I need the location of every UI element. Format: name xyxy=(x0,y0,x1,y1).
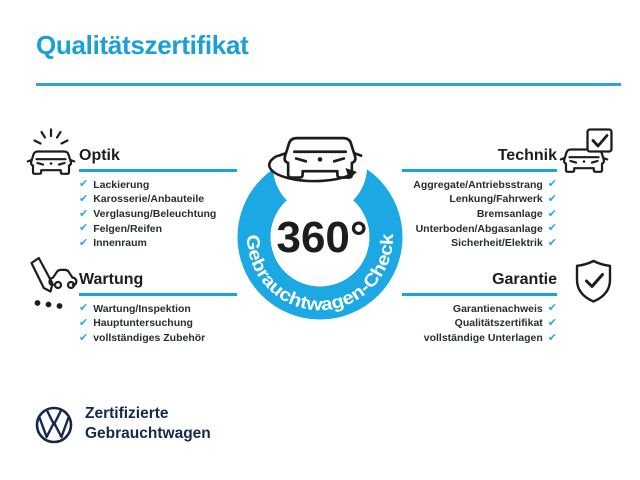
item-label: Innenraum xyxy=(93,237,147,250)
section-wartung-title: Wartung xyxy=(79,271,144,288)
checklist-item xyxy=(402,222,557,237)
item-label: vollständiges Zubehör xyxy=(93,331,206,344)
item-label: Lenkung/Fahrwerk xyxy=(449,193,543,206)
item-label: Qualitätszertifikat xyxy=(454,317,543,330)
item-label: Felgen/Reifen xyxy=(93,222,163,235)
checklist-item xyxy=(79,302,237,317)
checklist-item xyxy=(402,178,557,193)
checklist-item xyxy=(402,316,557,331)
section-garantie-list xyxy=(402,302,557,346)
section-technik-list xyxy=(402,178,557,252)
checklist-item xyxy=(79,192,237,207)
checklist-item xyxy=(79,207,237,222)
item-label: Unterboden/Abgasanlage xyxy=(415,222,543,235)
item-label: vollständige Unterlagen xyxy=(423,331,543,344)
check-icon: ✔ xyxy=(547,178,557,191)
checklist-item xyxy=(402,207,557,222)
section-wartung xyxy=(79,271,237,346)
check-icon: ✔ xyxy=(79,331,89,344)
shiny-car-icon xyxy=(28,130,74,174)
item-label: Hauptuntersuchung xyxy=(93,317,193,330)
item-label: Aggregate/Antriebsstrang xyxy=(413,178,543,191)
checklist-item xyxy=(79,331,237,346)
section-optik xyxy=(79,147,237,251)
check-icon: ✔ xyxy=(547,207,557,220)
section-technik-title: Technik xyxy=(497,147,557,164)
checklist-item xyxy=(79,178,237,193)
check-icon: ✔ xyxy=(547,302,557,315)
section-wartung-rule xyxy=(79,293,237,296)
section-garantie-rule xyxy=(402,293,557,296)
footer-line1: Zertifizierte xyxy=(85,405,169,422)
check-icon: ✔ xyxy=(547,193,557,206)
check-icon: ✔ xyxy=(547,317,557,330)
item-label: Sicherheit/Elektrik xyxy=(451,237,543,250)
page-title: Qualitätszertifikat xyxy=(36,30,249,60)
checklist-item xyxy=(79,222,237,237)
check-icon: ✔ xyxy=(79,193,89,206)
section-garantie xyxy=(402,271,557,346)
item-label: Garantienachweis xyxy=(452,302,543,315)
checklist-item xyxy=(402,302,557,317)
section-optik-rule xyxy=(79,169,237,172)
section-garantie-title: Garantie xyxy=(492,271,557,288)
item-label: Bremsanlage xyxy=(476,207,543,220)
item-label: Wartung/Inspektion xyxy=(93,302,191,315)
car-checkbox-icon xyxy=(561,130,612,172)
check-icon: ✔ xyxy=(79,222,89,235)
check-icon: ✔ xyxy=(79,237,89,250)
item-label: Karosserie/Anbauteile xyxy=(93,193,205,206)
item-label: Lackierung xyxy=(93,178,150,191)
footer-line2: Gebrauchtwagen xyxy=(85,425,211,442)
check-icon: ✔ xyxy=(79,207,89,220)
footer-brand-text xyxy=(85,404,211,444)
check-icon: ✔ xyxy=(547,331,557,344)
checklist-item xyxy=(79,316,237,331)
service-checklist-icon xyxy=(32,258,77,309)
section-technik-rule xyxy=(402,169,557,172)
ring-label: Gebrauchtwagen-Check xyxy=(242,233,398,315)
section-technik xyxy=(402,147,557,251)
checklist-item xyxy=(402,236,557,251)
section-optik-list xyxy=(79,178,237,252)
checklist-item xyxy=(79,236,237,251)
section-wartung-list xyxy=(79,302,237,346)
check-icon: ✔ xyxy=(547,222,557,235)
check-icon: ✔ xyxy=(79,302,89,315)
section-optik-title: Optik xyxy=(79,147,120,164)
checklist-item xyxy=(402,331,557,346)
check-icon: ✔ xyxy=(79,317,89,330)
ring-value: 360° xyxy=(276,213,368,262)
check-icon: ✔ xyxy=(79,178,89,191)
checklist-item xyxy=(402,192,557,207)
shield-check-icon xyxy=(577,261,610,302)
vw-logo xyxy=(34,405,74,445)
item-label: Verglasung/Beleuchtung xyxy=(93,207,217,220)
check-icon: ✔ xyxy=(547,237,557,250)
